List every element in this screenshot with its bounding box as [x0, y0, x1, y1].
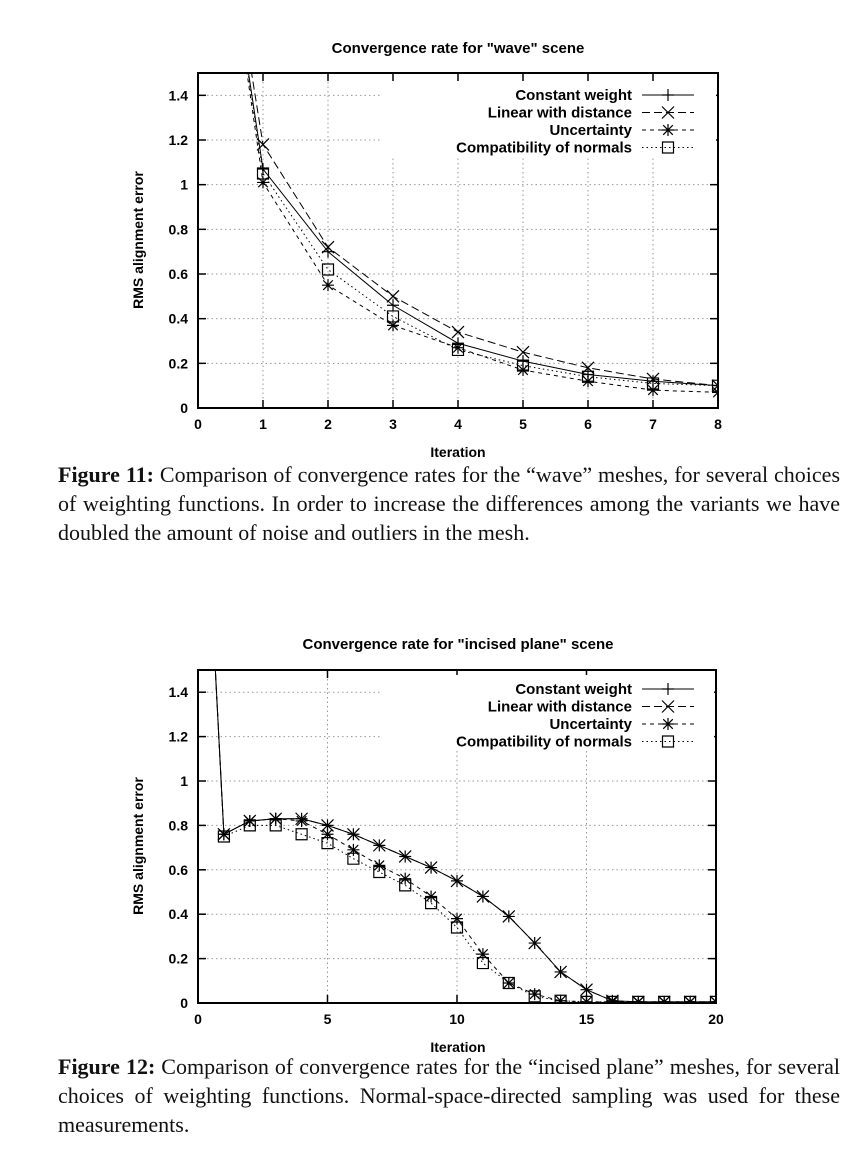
- star-marker: [529, 988, 541, 1000]
- series-square: [198, 337, 722, 1007]
- star-marker: [503, 977, 515, 989]
- x-tick-label: 8: [714, 416, 722, 432]
- caption-label: Figure 12:: [58, 1054, 156, 1079]
- series-cross: [198, 0, 724, 392]
- legend-label: Linear with distance: [487, 698, 632, 716]
- star-marker: [373, 859, 385, 871]
- y-tick-label: 1.4: [168, 684, 188, 701]
- star-marker: [477, 948, 489, 960]
- star-marker: [296, 815, 308, 827]
- y-tick-label: 0: [180, 995, 188, 1011]
- x-tick-label: 0: [194, 416, 202, 432]
- star-marker: [257, 176, 269, 188]
- x-tick-label: 3: [389, 416, 397, 432]
- star-marker: [347, 844, 359, 856]
- y-tick-label: 0.6: [168, 266, 188, 282]
- caption-text: Comparison of convergence rates for the “wave” meshes, for several choices of weighting functions. In order to increase the differences among the variants we have doubled the amount of noise and outliers in the mesh.: [58, 462, 841, 545]
- star-marker: [270, 813, 282, 825]
- star-marker: [387, 319, 399, 331]
- series-line: [198, 0, 718, 392]
- series-plus: [198, 337, 722, 1008]
- x-tick-label: 4: [454, 416, 462, 432]
- y-tick-label: 0.4: [168, 906, 188, 923]
- star-marker: [322, 828, 334, 840]
- x-axis-label: Iteration: [430, 444, 486, 460]
- x-tick-label: 6: [584, 416, 592, 432]
- star-marker: [322, 279, 334, 291]
- star-marker: [452, 342, 464, 354]
- y-tick-label: 0.8: [168, 817, 188, 834]
- x-tick-label: 5: [519, 416, 527, 432]
- series-star: [198, 0, 724, 398]
- x-tick-label: 2: [324, 416, 332, 432]
- figure-12-caption: [58, 1052, 840, 1139]
- legend-label: Uncertainty: [549, 716, 632, 733]
- chart-incised-plane-convergence: [130, 337, 724, 1055]
- y-tick-label: 1.2: [168, 132, 188, 148]
- y-tick-label: 1: [180, 773, 188, 789]
- y-axis-label: RMS alignment error: [130, 777, 146, 915]
- star-marker: [425, 890, 437, 902]
- figure-11-caption: [58, 460, 840, 547]
- legend-label: Constant weight: [515, 681, 632, 698]
- legend-label: Uncertainty: [549, 122, 632, 139]
- legend-label: Constant weight: [515, 87, 632, 104]
- y-tick-label: 1.4: [168, 87, 188, 104]
- series-cross: [198, 337, 722, 1008]
- series-line: [198, 0, 718, 386]
- star-marker: [606, 996, 618, 1008]
- x-tick-label: 5: [323, 1011, 332, 1027]
- star-marker: [399, 873, 411, 885]
- legend-label: Compatibility of normals: [456, 733, 632, 751]
- star-marker: [662, 718, 674, 730]
- y-tick-label: 0.6: [168, 861, 188, 878]
- y-tick-label: 0.4: [168, 310, 188, 327]
- square-marker: [323, 264, 334, 275]
- y-tick-label: 1.2: [168, 728, 188, 745]
- cross-marker: [452, 326, 464, 338]
- caption-text: Comparison of convergence rates for the “incised plane” meshes, for several choices of weighting functions. Normal-space-directed sampling was used for these measurements.: [58, 1054, 840, 1137]
- x-axis-label: Iteration: [430, 1039, 486, 1055]
- x-tick-label: 10: [449, 1011, 465, 1027]
- x-tick-label: 0: [194, 1011, 202, 1027]
- star-marker: [517, 364, 529, 376]
- plus-marker: [257, 163, 269, 175]
- y-tick-label: 0: [180, 400, 188, 416]
- x-tick-label: 20: [708, 1011, 724, 1027]
- legend-label: Compatibility of normals: [456, 139, 632, 157]
- chart-title: Convergence rate for "incised plane" scene: [302, 636, 614, 653]
- chart-title: Convergence rate for "wave" scene: [331, 40, 585, 57]
- y-tick-label: 0.8: [168, 221, 188, 238]
- x-tick-label: 7: [649, 416, 657, 432]
- chart-wave-convergence: [130, 0, 724, 460]
- series-group: [198, 337, 722, 1008]
- star-marker: [632, 996, 644, 1008]
- y-tick-label: 1: [180, 176, 188, 193]
- x-tick-label: 15: [578, 1011, 595, 1027]
- y-tick-label: 0.2: [168, 355, 188, 372]
- star-marker: [647, 384, 659, 396]
- star-marker: [244, 815, 256, 827]
- star-marker: [662, 124, 674, 136]
- caption-label: Figure 11:: [58, 462, 154, 487]
- y-axis-label: RMS alignment error: [130, 171, 146, 309]
- legend-label: Linear with distance: [487, 104, 632, 122]
- star-marker: [451, 913, 463, 925]
- series-star: [198, 337, 722, 1008]
- y-tick-label: 0.2: [168, 950, 188, 967]
- x-tick-label: 1: [259, 416, 267, 432]
- series-group: [198, 0, 724, 398]
